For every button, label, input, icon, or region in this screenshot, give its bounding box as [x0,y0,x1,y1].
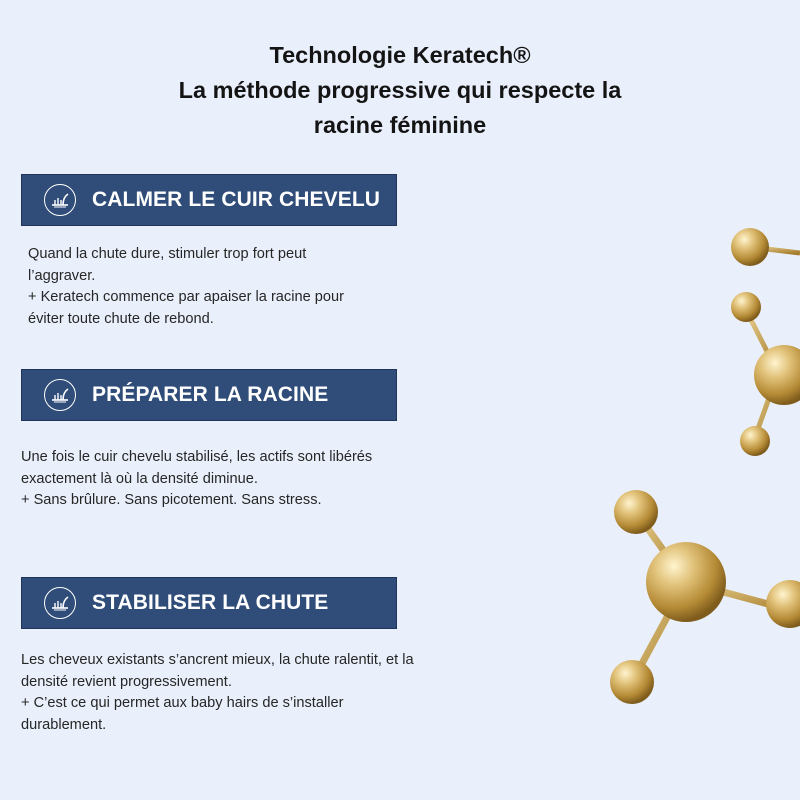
step-title: CALMER LE CUIR CHEVELU [92,188,381,211]
step-description [28,244,344,330]
hair-root-icon [44,379,76,411]
page-title [100,38,700,143]
step-description [21,650,414,736]
step-description [21,447,372,512]
text-line: Quand la chute dure, stimuler trop fort peut [28,246,307,262]
title-line-2: La méthode progressive qui respecte la [178,77,622,103]
step-badge-calmer [21,174,397,226]
title-line-1: Technologie Keratech® [269,42,531,68]
title-line-3: racine féminine [313,112,487,138]
text-line: Une fois le cuir chevelu stabilisé, les actifs sont libérés [21,449,373,465]
text-line: l’aggraver. [28,267,96,284]
step-badge-preparer [21,369,397,421]
text-line: + Sans brûlure. Sans picotement. Sans stress. [21,492,322,508]
step-title: STABILISER LA CHUTE [92,591,329,614]
text-line: densité revient progressivement. [21,673,232,690]
text-line: durablement. [21,716,107,733]
step-badge-stabiliser [21,577,397,629]
step-title: PRÉPARER LA RACINE [92,383,329,406]
text-line: éviter toute chute de rebond. [28,310,214,327]
text-line: + Keratech commence par apaiser la racine pour [28,289,344,305]
hair-root-icon [44,184,76,216]
text-line: + C’est ce qui permet aux baby hairs de s’installer [21,695,344,711]
text-line: Les cheveux existants s’ancrent mieux, la chute ralentit, et la [21,652,414,668]
molecule-icon [700,215,800,465]
text-line: exactement là où la densité diminue. [21,470,258,487]
hair-root-icon [44,587,76,619]
molecule-icon [600,480,800,710]
